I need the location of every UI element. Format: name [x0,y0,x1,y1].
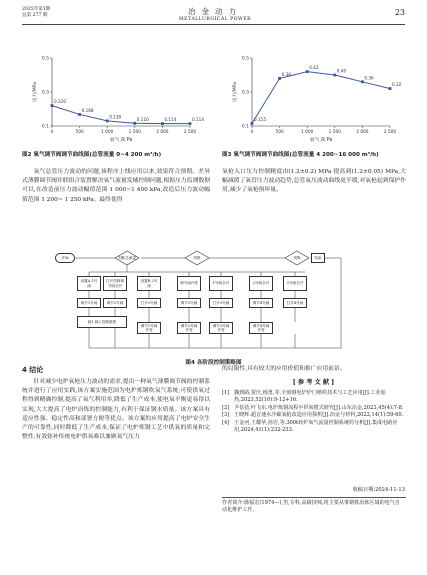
reference-item [222,412,405,419]
author-bio: 作者简介:韩福宏(1974—),男,专科,高级技师,现主要从事钢铁冶炼区域的电气自动化维护工作。 [222,500,400,514]
y-axis-label: 压力/MPa [33,81,38,103]
x-tick-label: 2 500 [383,130,397,135]
data-label: 0.115 [254,116,266,122]
reference-text: 王金河,王耀华,孙岩,等.300t转炉氧气流量控制系统的分析[J].集成电路应用,2024,41(1):232-233. [234,419,398,434]
x-tick-label: 2 000 [356,130,369,135]
data-point [161,122,164,125]
flow-bottom-d: 调节3号阀开度 [209,322,233,334]
issue-line-1: 2025年第1期 [22,7,51,12]
flow-full-3: 3号阀全开 [283,276,307,291]
data-point [361,80,364,83]
bio-divider [222,497,406,498]
valve-curve-chart-1 [28,52,204,144]
fig2-caption: 图2 氧气调节阀调节曲线图(总管流量 0~4 200 m³/h) [22,152,162,158]
flow-adj-pos: 调节阀开度 [177,276,201,291]
data-point [106,120,109,123]
y-tick-label: 0.3 [241,90,249,96]
reference-item [222,390,405,405]
data-label: 0.38 [281,71,291,77]
flow-adj-2: 调节2号阀 [103,298,127,308]
conclusion-paragraph [22,378,210,442]
data-label: 0.114 [192,117,204,123]
x-tick-label: 0 [250,130,254,135]
flow-open-2: 打开2号阀 [137,298,161,308]
y-axis-label: 压力/MPa [233,81,238,103]
x-tick-label: 0 [50,130,54,135]
data-label: 0.42 [309,65,319,71]
flow-bottom-a: 阀1 阀2 控制联锁 [77,316,127,328]
data-label: 0.40 [336,68,347,74]
journal-title [150,6,280,22]
right-paragraph-text: 氧枪入口压力控制精度由(1.2±0.2) MPa 提高到(1.2±0.05) MPa,大幅减缓了氧管压力波动趋势,总管氧压波动曲线更平缓,对氧枪起到保护作用,减少了氧枪损坏量。 [222,169,406,194]
flow-set-b: 设置B 2号阀 [137,276,161,291]
right-paragraph [222,168,406,196]
flow-bottom-b: 调节1号阀开度 [137,322,161,334]
issue-info [22,7,50,19]
flow-set-a: 设置A 1号阀 [77,276,101,291]
data-label: 0.168 [81,107,94,113]
reference-number: [2] [222,404,230,411]
flow-judge-total-label: 判断总流量 [118,255,136,260]
flow-open-4: 打开4号阀 [283,298,307,308]
flow-open-ctrl: 打开控制调节阀全开 [103,276,127,291]
data-point [133,122,136,125]
data-label: 0.114 [164,117,177,123]
reference-number: [1] [222,390,230,396]
flow-judge-3-label: 判断 [293,255,301,260]
flow-adj-4: 调节4号阀 [249,298,273,308]
data-label: 0.220 [54,99,66,105]
control-strategy-flowchart [55,250,375,356]
reference-item [222,420,405,435]
flow-bottom-c: 调节2号阀开度 [177,322,201,334]
left-paragraph-text: 氧气总管压力波动的问题,该程序上线应用以来,效果符合预期。差异式薄膜调节阀并联组合装置解决氧气流量发辅控制问题,根据压力监测数据可以,在改造前压力波动幅值范围 1 000~1 400 kPa,改造后压力波动幅值范围 1 200~ 1 250 kPa。最终使得 [22,169,210,203]
flow-adj-3: 调节3号阀 [177,298,201,308]
data-point [251,122,254,125]
valve-curve-chart-2 [228,52,402,144]
flow-end: 结束 [311,253,325,263]
data-point [306,70,309,73]
data-point [78,113,81,116]
x-tick-label: 1 500 [328,130,341,135]
y-tick-label: 0.3 [41,90,49,96]
flow-judge-3 [285,251,309,265]
reference-text: 魏到路,贾庆,杨勇,等.全废钢电炉炉门喷吹技术与工艺应用[J].工业加热,2023,52(10):9-12+16. [234,390,386,404]
data-point [51,104,54,107]
conclusion-text: 针对减少电炉氧枪压力波动的需求,提出一种氧气薄膜调节阀的控制系统并进行了应用实践,该方案实施范围为电炉炼钢吹氧气系统,可使供氧过程得到精确控制,提高了氧气利用率,降低了生产成本,使电氧平衡更易得以实现,大大提高了电炉冶炼的控制能力,有利于保证钢水质量。该方案具有适应性强、稳定性高和部署方便等优点。该方案的应用提高了电炉安全生产的可靠性,同时降低了生产成本,保证了电炉炼钢工艺中供氧的质量和完整性,有效弥补传统电炉供氧难以兼顾氧气压力 [22,379,210,441]
references-list [222,390,405,434]
x-tick-label: 1 500 [128,130,141,135]
flow-full-1: 1号阀全开 [209,276,233,291]
flow-judge-2 [185,251,209,265]
x-tick-label: 2 500 [183,130,197,135]
flow-start: 开始 [55,253,75,263]
flow-open-3: 打开3号阀 [209,298,233,308]
x-axis-label: 氧气 /k Pa [309,138,333,143]
x-tick-label: 1 000 [301,130,314,135]
journal-name-en: METALLURGICAL POWER [178,17,252,22]
reference-text: 王晓辉.超音速水冷碳氧枪改造应用探析[J].冶金与材料,2022,14(1):59-60. [234,412,404,419]
data-label: 0.116 [136,116,149,122]
x-axis-label: 氧气 /k Pa [109,138,133,143]
flow-judge-2-label: 判断 [193,255,201,260]
conclusion-continued [222,365,406,374]
flow-adj-1: 调节1号阀 [77,298,101,308]
x-tick-label: 1 000 [101,130,114,135]
data-label: 0.130 [109,114,122,120]
data-label: 0.32 [392,82,402,88]
flow-judge-total [115,251,139,265]
data-point [333,74,336,77]
data-point [389,87,392,90]
page-number: 23 [394,8,405,17]
received-date: 收稿日期:2024-11-13 [352,487,405,493]
reference-text: 尹蓓蓓,叶飞东.电炉炼钢流程中供氧模式研究[J].山东冶金,2023,45(4):7-8. [234,404,404,411]
x-tick-label: 2 000 [156,130,169,135]
flow-full-2: 2号阀全开 [249,276,273,291]
x-tick-label: 500 [75,130,84,135]
header-rule [22,24,405,25]
y-tick-label: 0.5 [241,56,249,62]
x-tick-label: 500 [275,130,284,135]
journal-name-cn: 冶金动力 [188,7,242,16]
conclusion-continued-text: 的局限性,具有较大的应用价值和推广应用前景。 [222,366,346,372]
y-tick-label: 0.1 [241,124,249,130]
reference-number: [4] [222,419,230,426]
fig3-caption: 图3 氧气调节阀调节曲线图(总管流量 4 200~16 000 m³/h) [222,152,379,158]
flow-bottom-e: 调节4号阀开度 [249,322,273,334]
fig4-caption: 图4 各阶段控制策略图 [185,360,242,366]
data-point [189,122,192,125]
y-tick-label: 0.5 [41,56,49,62]
left-paragraph [22,168,210,205]
reference-number: [3] [222,412,230,419]
data-point [278,77,281,80]
issue-line-2: 总第 277 期 [22,13,48,18]
references-heading: [ 参 考 文 献 ] [292,379,335,386]
y-tick-label: 0.1 [41,124,49,130]
section-title: 4 结论 [22,366,44,374]
data-label: 0.36 [364,75,374,81]
